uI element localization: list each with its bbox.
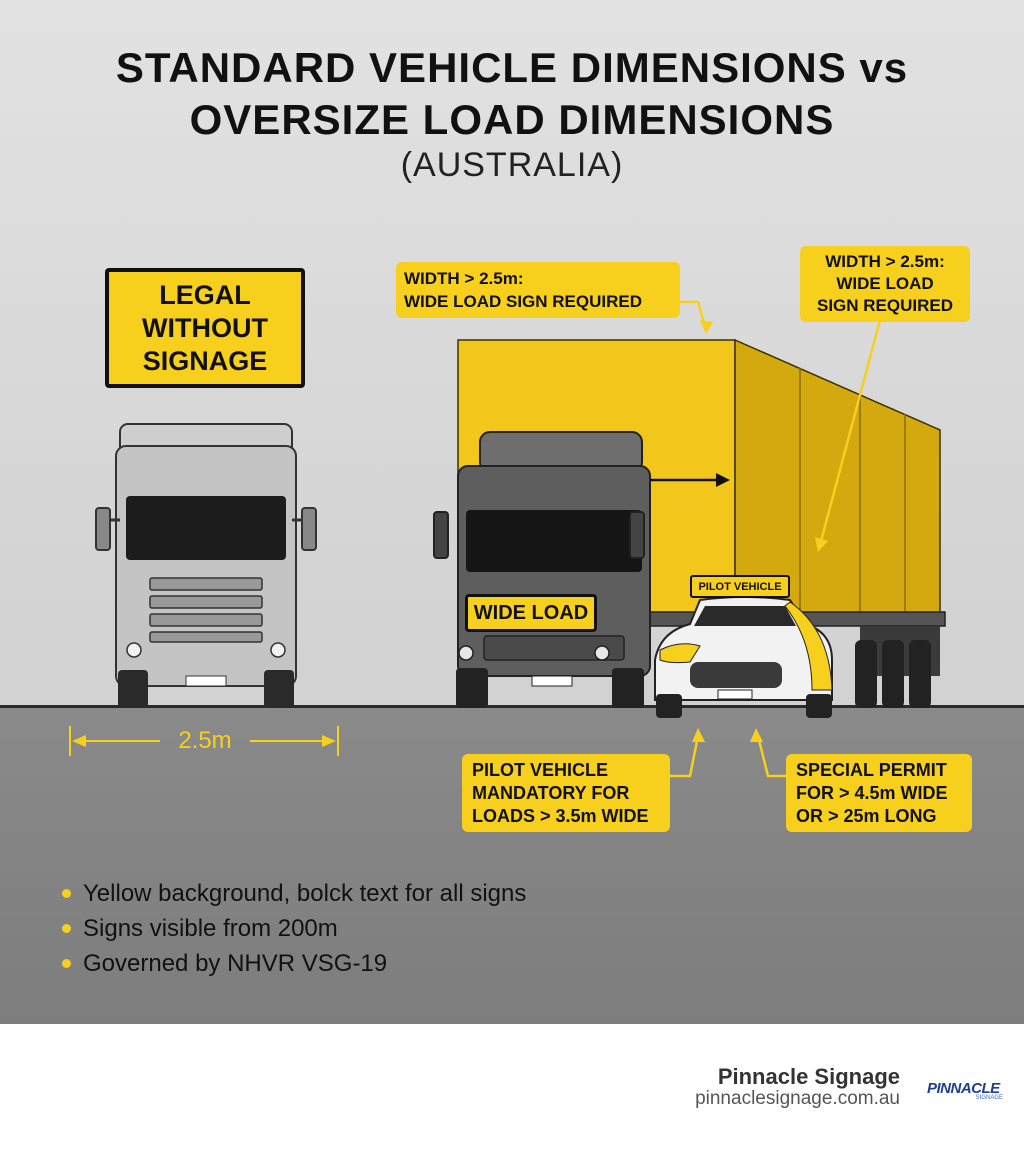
callout-line: WIDE LOAD bbox=[836, 274, 934, 293]
title-line-1: STANDARD VEHICLE DIMENSIONS vs bbox=[115, 44, 909, 91]
pilot-vehicle-sign: PILOT VEHICLE bbox=[690, 575, 790, 598]
callout-width-right bbox=[800, 246, 970, 322]
callout-line: WIDTH > 2.5m: bbox=[404, 269, 524, 288]
list-item bbox=[62, 911, 526, 946]
subtitle: (AUSTRALIA) bbox=[400, 146, 624, 184]
pinnacle-logo bbox=[927, 1080, 1003, 1106]
sign-line: WITHOUT bbox=[142, 312, 268, 343]
callout-special-permit bbox=[786, 754, 972, 832]
title-line-2: OVERSIZE LOAD DIMENSIONS bbox=[189, 96, 835, 143]
callout-line: SIGN REQUIRED bbox=[816, 296, 954, 315]
callout-line: MANDATORY FOR bbox=[472, 783, 630, 803]
note-text: Yellow background, bolck text for all signs bbox=[83, 880, 527, 907]
footer bbox=[0, 1024, 1024, 1154]
callout-line: LOADS > 3.5m WIDE bbox=[472, 806, 649, 826]
callout-width-left bbox=[396, 262, 680, 318]
callout-line: SPECIAL PERMIT bbox=[796, 760, 947, 780]
bullet-icon bbox=[62, 959, 71, 968]
callout-line: WIDE LOAD SIGN REQUIRED bbox=[404, 292, 643, 311]
brand-name: Pinnacle Signage bbox=[717, 1064, 900, 1089]
callout-pilot-vehicle bbox=[462, 754, 670, 832]
standard-truck bbox=[96, 424, 316, 708]
legal-without-signage-sign bbox=[105, 268, 305, 388]
logo-sub: SIGNAGE bbox=[975, 1095, 1003, 1101]
note-text: Governed by NHVR VSG-19 bbox=[83, 950, 388, 977]
width-dimension-label: 2.5m bbox=[178, 727, 232, 754]
sign-line: SIGNAGE bbox=[142, 345, 268, 376]
oversize-truck-cab bbox=[434, 432, 650, 708]
sign-line: LEGAL bbox=[159, 279, 251, 310]
list-item bbox=[62, 946, 526, 981]
callout-line: WIDTH > 2.5m: bbox=[825, 252, 945, 271]
notes-list bbox=[62, 876, 526, 981]
callout-line: PILOT VEHICLE bbox=[472, 760, 609, 780]
callout-line: FOR > 4.5m WIDE bbox=[796, 783, 948, 803]
wide-load-sign: WIDE LOAD bbox=[465, 594, 597, 632]
brand-url[interactable]: pinnaclesignage.com.au bbox=[695, 1088, 900, 1109]
bullet-icon bbox=[62, 924, 71, 933]
logo-word: PINNACLE bbox=[927, 1080, 1000, 1097]
callout-line: OR > 25m LONG bbox=[796, 806, 937, 826]
note-text: Signs visible from 200m bbox=[83, 915, 338, 942]
bullet-icon bbox=[62, 889, 71, 898]
list-item bbox=[62, 876, 526, 911]
